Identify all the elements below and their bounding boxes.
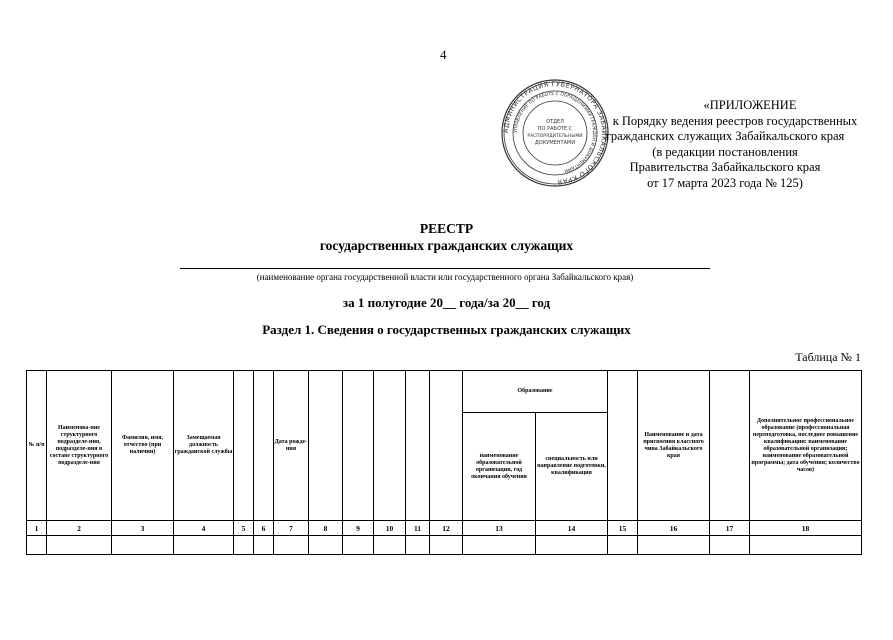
table-cell [343,536,374,555]
column-number-cell: 17 [710,521,750,536]
svg-text:ПО РАБОТЕ С: ПО РАБОТЕ С [537,126,573,132]
table-cell [463,536,536,555]
header-c13: наименование образовательной организации, год окончания обучения [463,413,536,521]
column-number-cell: 18 [750,521,862,536]
svg-text:УПРАВЛЕНИЕ ПО РАБОТЕ С ОБРАЩЕН: УПРАВЛЕНИЕ ПО РАБОТЕ С ОБРАЩЕНИЯМИ ГРАЖДАН И ДОКУМЕНТАМИ [513,91,597,173]
header-c9 [343,371,374,521]
header-c12 [430,371,463,521]
column-number-cell: 11 [406,521,430,536]
column-number-cell: 4 [174,521,234,536]
header-c8 [309,371,343,521]
svg-text:РАСПОРЯДИТЕЛЬНЫМИ: РАСПОРЯДИТЕЛЬНЫМИ [527,134,583,139]
column-number-cell: 8 [309,521,343,536]
table-cell [47,536,112,555]
table-cell [638,536,710,555]
header-c17 [710,371,750,521]
table-cell [112,536,174,555]
table-cell [27,536,47,555]
appendix-line: (в редакции постановления [652,144,798,159]
section-heading: Раздел 1. Сведения о государственных гражданских служащих [262,322,631,337]
table-cell [536,536,608,555]
column-number-cell: 14 [536,521,608,536]
title-line-2: государственных гражданских служащих [319,238,574,253]
column-number-cell: 1 [27,521,47,536]
svg-text:ДОКУМЕНТАМИ: ДОКУМЕНТАМИ [534,140,576,146]
table-cell [750,536,862,555]
header-c10 [374,371,406,521]
table-row [27,536,862,555]
appendix-line: гражданских служащих Забайкальского края [605,129,845,143]
column-number-cell: 13 [463,521,536,536]
header-c14: специальность или направление подготовки, квалификация [536,413,608,521]
table-cell [710,536,750,555]
table-cell [274,536,309,555]
column-number-cell: 10 [374,521,406,536]
svg-text:ОТДЕЛ: ОТДЕЛ [546,119,564,125]
header-c2: Наименова-ние структурного подразделе-ния, подразделе-ния в составе структурного подразделе-ния [47,371,112,521]
table-cell [374,536,406,555]
svg-text:АДМИНИСТРАЦИЯ ГУБЕРНАТОРА ЗАБА: АДМИНИСТРАЦИЯ ГУБЕРНАТОРА ЗАБАЙКАЛЬСКОГО КРАЯ [501,79,609,186]
appendix-block [560,98,860,191]
table-cell [608,536,638,555]
table-label: Таблица № 1 [795,350,861,364]
header-c11 [406,371,430,521]
header-education: Образование [463,371,608,413]
column-numbers-row [27,521,862,536]
title-line-1: РЕЕСТР [419,221,474,236]
column-number-cell: 7 [274,521,309,536]
column-number-cell: 2 [47,521,112,536]
column-number-cell: 3 [112,521,174,536]
appendix-line: к Порядку ведения реестров государственных [612,113,858,128]
table-cell [309,536,343,555]
page-number: 4 [440,47,447,62]
header-c7: Дата рожде-ния [274,371,309,521]
column-number-cell: 6 [254,521,274,536]
appendix-line: Правительства Забайкальского края [629,160,821,174]
header-c18: Дополнительное профессиональное образование (профессиональная переподготовка, последнее повышение квалификации: наименование образовательной организации; наименование образовательной программы; дата обучения; количество часов) [750,371,862,521]
registry-table [26,370,862,555]
org-caption: (наименование органа государственной власти или государственного органа Забайкальского края) [256,272,634,282]
column-number-cell: 15 [608,521,638,536]
table-cell [234,536,254,555]
column-number-cell: 5 [234,521,254,536]
appendix-line: от 17 марта 2023 года № 125) [647,175,803,190]
table-cell [174,536,234,555]
header-c4: Замещаемая должность гражданской службы [174,371,234,521]
header-c1: № п/п [27,371,47,521]
document-title [0,220,893,254]
header-c5 [234,371,254,521]
column-number-cell: 12 [430,521,463,536]
header-c16: Наименование и дата присвоения классного чина Забайкальского края [638,371,710,521]
header-c15 [608,371,638,521]
period-heading: за 1 полугодие 20__ года/за 20__ год [342,295,551,310]
table-cell [254,536,274,555]
header-c3: Фамилия, имя, отчество (при наличии) [112,371,174,521]
table-cell [406,536,430,555]
table-cell [430,536,463,555]
appendix-line: «ПРИЛОЖЕНИЕ [703,98,797,112]
column-number-cell: 16 [638,521,710,536]
org-name-line [180,268,710,269]
column-number-cell: 9 [343,521,374,536]
header-c6 [254,371,274,521]
